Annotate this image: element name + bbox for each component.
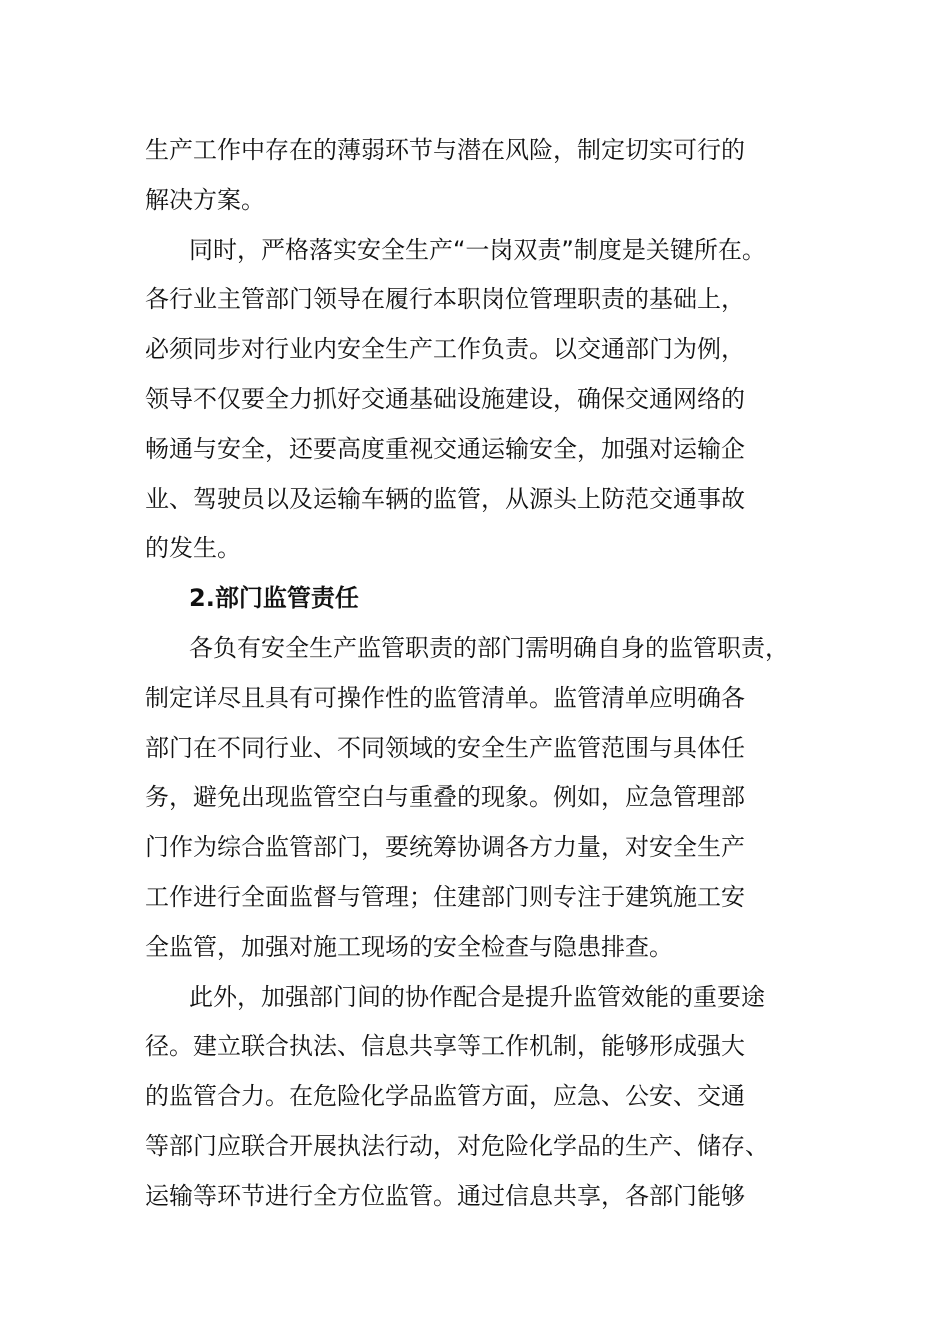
text-line: 畅通与安全，还要高度重视交通运输安全，加强对运输企 [145,434,745,463]
text-line: 的监管合力。在危险化学品监管方面，应急、公安、交通 [145,1082,745,1111]
text-line: 此外，加强部门间的协作配合是提升监管效能的重要途 [189,982,765,1011]
text-line: 生产工作中存在的薄弱环节与潜在风险，制定切实可行的 [145,136,745,164]
text-line: 业、驾驶员以及运输车辆的监管，从源头上防范交通事故 [145,484,745,513]
text-line: 的发生。 [145,534,241,563]
text-line: 同时，严格落实安全生产“一岗双责”制度是关键所在。 [189,235,766,264]
text-line: 制定详尽且具有可操作性的监管清单。监管清单应明确各 [145,683,745,712]
text-line: 运输等环节进行全方位监管。通过信息共享，各部门能够 [145,1181,745,1210]
text-line: 各行业主管部门领导在履行本职岗位管理职责的基础上， [145,285,745,314]
text-line: 全监管，加强对施工现场的安全检查与隐患排查。 [145,932,673,961]
text-line: 领导不仅要全力抓好交通基础设施建设，确保交通网络的 [145,384,745,413]
text-line: 工作进行全面监督与管理；住建部门则专注于建筑施工安 [145,882,745,911]
document-body [145,126,835,1222]
text-line: 解决方案。 [145,185,265,214]
section-heading: 2.部门监管责任 [189,584,359,613]
text-line: 等部门应联合开展执法行动，对危险化学品的生产、储存、 [145,1131,769,1160]
text-line: 部门在不同行业、不同领域的安全生产监管范围与具体任 [145,733,745,762]
text-line: 各负有安全生产监管职责的部门需明确自身的监管职责， [189,633,789,662]
text-line: 务，避免出现监管空白与重叠的现象。例如，应急管理部 [145,783,745,812]
text-line: 必须同步对行业内安全生产工作负责。以交通部门为例， [145,335,745,364]
text-line: 门作为综合监管部门，要统筹协调各方力量，对安全生产 [145,833,745,862]
text-line: 径。建立联合执法、信息共享等工作机制，能够形成强大 [145,1032,745,1061]
